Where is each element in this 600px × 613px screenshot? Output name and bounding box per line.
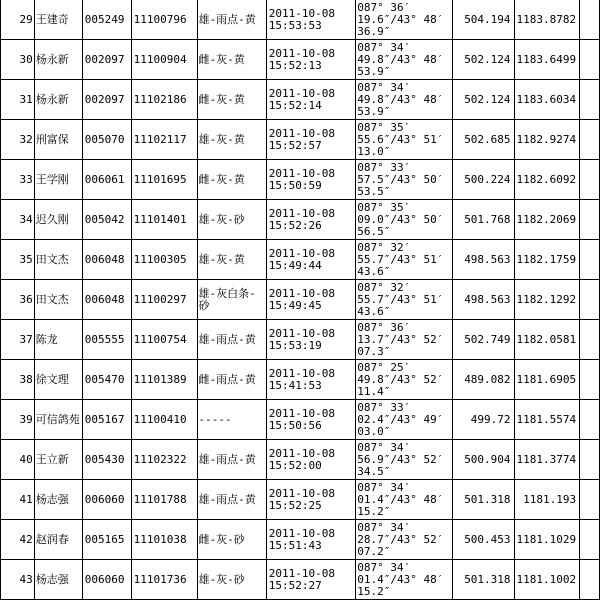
empty-cell — [580, 560, 600, 600]
empty-cell — [580, 0, 600, 40]
ring-number-cell: 11100796 — [131, 0, 197, 40]
arrival-time-cell: 2011-10-08 15:52:13 — [266, 40, 356, 80]
ring-number-cell: 11100904 — [131, 40, 197, 80]
table-row — [1, 320, 600, 360]
distance-cell: 504.194 — [452, 0, 514, 40]
arrival-time-cell: 2011-10-08 15:52:14 — [266, 80, 356, 120]
coordinates-cell: 087° 34′ 01.4″/43° 48′ 15.2″ — [356, 480, 452, 520]
table-row — [1, 480, 600, 520]
empty-cell — [580, 360, 600, 400]
speed-cell: 1182.9274 — [514, 120, 580, 160]
fancier-name-cell: 刑富保 — [34, 120, 82, 160]
member-id-cell: 006048 — [82, 240, 131, 280]
distance-cell: 500.453 — [452, 520, 514, 560]
bird-description-cell: 雌-灰-黄 — [197, 40, 266, 80]
coordinates-cell: 087° 35′ 55.6″/43° 51′ 13.0″ — [356, 120, 452, 160]
coordinates-cell: 087° 34′ 28.7″/43° 52′ 07.2″ — [356, 520, 452, 560]
rank-cell: 40 — [1, 440, 35, 480]
bird-description-cell: 雌-灰-黄 — [197, 80, 266, 120]
arrival-time-cell: 2011-10-08 15:52:25 — [266, 480, 356, 520]
bird-description-cell: 雄-灰-黄 — [197, 120, 266, 160]
distance-cell: 502.749 — [452, 320, 514, 360]
rank-cell: 29 — [1, 0, 35, 40]
distance-cell: 501.318 — [452, 560, 514, 600]
rank-cell: 41 — [1, 480, 35, 520]
bird-description-cell: 雌-灰-黄 — [197, 160, 266, 200]
fancier-name-cell: 田文杰 — [34, 280, 82, 320]
table-row — [1, 0, 600, 40]
distance-cell: 499.72 — [452, 400, 514, 440]
member-id-cell: 005070 — [82, 120, 131, 160]
table-row — [1, 40, 600, 80]
rank-cell: 36 — [1, 280, 35, 320]
distance-cell: 489.082 — [452, 360, 514, 400]
rank-cell: 30 — [1, 40, 35, 80]
rank-cell: 43 — [1, 560, 35, 600]
coordinates-cell: 087° 33′ 02.4″/43° 49′ 03.0″ — [356, 400, 452, 440]
coordinates-cell: 087° 36′ 19.6″/43° 48′ 36.9″ — [356, 0, 452, 40]
table-row — [1, 240, 600, 280]
bird-description-cell: 雄-雨点-黄 — [197, 480, 266, 520]
speed-cell: 1181.193 — [514, 480, 580, 520]
empty-cell — [580, 160, 600, 200]
member-id-cell: 002097 — [82, 80, 131, 120]
ring-number-cell: 11101038 — [131, 520, 197, 560]
empty-cell — [580, 40, 600, 80]
table-row — [1, 520, 600, 560]
distance-cell: 498.563 — [452, 240, 514, 280]
speed-cell: 1181.1029 — [514, 520, 580, 560]
distance-cell: 500.224 — [452, 160, 514, 200]
distance-cell: 501.768 — [452, 200, 514, 240]
bird-description-cell: 雄-灰-黄 — [197, 240, 266, 280]
empty-cell — [580, 320, 600, 360]
empty-cell — [580, 480, 600, 520]
empty-cell — [580, 280, 600, 320]
rank-cell: 34 — [1, 200, 35, 240]
fancier-name-cell: 徐文理 — [34, 360, 82, 400]
speed-cell: 1181.3774 — [514, 440, 580, 480]
speed-cell: 1182.6092 — [514, 160, 580, 200]
member-id-cell: 006048 — [82, 280, 131, 320]
ring-number-cell: 11102117 — [131, 120, 197, 160]
distance-cell: 498.563 — [452, 280, 514, 320]
arrival-time-cell: 2011-10-08 15:52:27 — [266, 560, 356, 600]
ring-number-cell: 11100754 — [131, 320, 197, 360]
ring-number-cell: 11100410 — [131, 400, 197, 440]
table-row — [1, 200, 600, 240]
arrival-time-cell: 2011-10-08 15:53:53 — [266, 0, 356, 40]
member-id-cell: 005555 — [82, 320, 131, 360]
member-id-cell: 006060 — [82, 560, 131, 600]
table-body — [1, 0, 600, 600]
distance-cell: 502.685 — [452, 120, 514, 160]
table-row — [1, 360, 600, 400]
speed-cell: 1181.1002 — [514, 560, 580, 600]
bird-description-cell: 雄-灰白条- 砂 — [197, 280, 266, 320]
fancier-name-cell: 杨永新 — [34, 40, 82, 80]
speed-cell: 1183.6034 — [514, 80, 580, 120]
rank-cell: 38 — [1, 360, 35, 400]
fancier-name-cell: 杨志强 — [34, 560, 82, 600]
empty-cell — [580, 120, 600, 160]
speed-cell: 1182.2069 — [514, 200, 580, 240]
ring-number-cell: 11101788 — [131, 480, 197, 520]
ring-number-cell: 11101695 — [131, 160, 197, 200]
empty-cell — [580, 400, 600, 440]
fancier-name-cell: 王建奇 — [34, 0, 82, 40]
coordinates-cell: 087° 34′ 56.9″/43° 52′ 34.5″ — [356, 440, 452, 480]
ring-number-cell: 11102186 — [131, 80, 197, 120]
bird-description-cell: 雄-雨点-黄 — [197, 0, 266, 40]
rank-cell: 42 — [1, 520, 35, 560]
coordinates-cell: 087° 36′ 13.7″/43° 52′ 07.3″ — [356, 320, 452, 360]
member-id-cell: 005165 — [82, 520, 131, 560]
arrival-time-cell: 2011-10-08 15:52:57 — [266, 120, 356, 160]
arrival-time-cell: 2011-10-08 15:49:45 — [266, 280, 356, 320]
table-row — [1, 400, 600, 440]
ring-number-cell: 11102322 — [131, 440, 197, 480]
arrival-time-cell: 2011-10-08 15:50:59 — [266, 160, 356, 200]
rank-cell: 37 — [1, 320, 35, 360]
rank-cell: 35 — [1, 240, 35, 280]
table-row — [1, 280, 600, 320]
bird-description-cell: 雄-雨点-黄 — [197, 320, 266, 360]
coordinates-cell: 087° 35′ 09.0″/43° 50′ 56.5″ — [356, 200, 452, 240]
fancier-name-cell: 陈龙 — [34, 320, 82, 360]
rank-cell: 39 — [1, 400, 35, 440]
coordinates-cell: 087° 34′ 49.8″/43° 48′ 53.9″ — [356, 40, 452, 80]
speed-cell: 1181.6905 — [514, 360, 580, 400]
member-id-cell: 002097 — [82, 40, 131, 80]
rank-cell: 33 — [1, 160, 35, 200]
table-row — [1, 80, 600, 120]
fancier-name-cell: 赵润春 — [34, 520, 82, 560]
coordinates-cell: 087° 32′ 55.7″/43° 51′ 43.6″ — [356, 280, 452, 320]
fancier-name-cell: 王立新 — [34, 440, 82, 480]
speed-cell: 1183.6499 — [514, 40, 580, 80]
empty-cell — [580, 520, 600, 560]
member-id-cell: 005430 — [82, 440, 131, 480]
arrival-time-cell: 2011-10-08 15:51:43 — [266, 520, 356, 560]
ring-number-cell: 11101401 — [131, 200, 197, 240]
speed-cell: 1181.5574 — [514, 400, 580, 440]
bird-description-cell: ----- — [197, 400, 266, 440]
fancier-name-cell: 田文杰 — [34, 240, 82, 280]
arrival-time-cell: 2011-10-08 15:52:00 — [266, 440, 356, 480]
speed-cell: 1182.1759 — [514, 240, 580, 280]
arrival-time-cell: 2011-10-08 15:41:53 — [266, 360, 356, 400]
rank-cell: 32 — [1, 120, 35, 160]
speed-cell: 1182.0581 — [514, 320, 580, 360]
distance-cell: 502.124 — [452, 80, 514, 120]
bird-description-cell: 雄-灰-砂 — [197, 560, 266, 600]
distance-cell: 500.904 — [452, 440, 514, 480]
member-id-cell: 005249 — [82, 0, 131, 40]
member-id-cell: 005167 — [82, 400, 131, 440]
member-id-cell: 005470 — [82, 360, 131, 400]
coordinates-cell: 087° 33′ 57.5″/43° 50′ 53.5″ — [356, 160, 452, 200]
fancier-name-cell: 杨志强 — [34, 480, 82, 520]
empty-cell — [580, 200, 600, 240]
member-id-cell: 006060 — [82, 480, 131, 520]
speed-cell: 1182.1292 — [514, 280, 580, 320]
table-row — [1, 160, 600, 200]
ring-number-cell: 11100305 — [131, 240, 197, 280]
arrival-time-cell: 2011-10-08 15:52:26 — [266, 200, 356, 240]
arrival-time-cell: 2011-10-08 15:53:19 — [266, 320, 356, 360]
distance-cell: 501.318 — [452, 480, 514, 520]
coordinates-cell: 087° 34′ 49.8″/43° 48′ 53.9″ — [356, 80, 452, 120]
table-row — [1, 120, 600, 160]
arrival-time-cell: 2011-10-08 15:50:56 — [266, 400, 356, 440]
speed-cell: 1183.8782 — [514, 0, 580, 40]
bird-description-cell: 雄-雨点-黄 — [197, 440, 266, 480]
member-id-cell: 005042 — [82, 200, 131, 240]
ring-number-cell: 11100297 — [131, 280, 197, 320]
fancier-name-cell: 王学刚 — [34, 160, 82, 200]
table-row — [1, 440, 600, 480]
fancier-name-cell: 可信鸽苑 — [34, 400, 82, 440]
fancier-name-cell: 迟久刚 — [34, 200, 82, 240]
arrival-time-cell: 2011-10-08 15:49:44 — [266, 240, 356, 280]
bird-description-cell: 雄-灰-砂 — [197, 200, 266, 240]
empty-cell — [580, 80, 600, 120]
bird-description-cell: 雌-灰-砂 — [197, 520, 266, 560]
fancier-name-cell: 杨永新 — [34, 80, 82, 120]
distance-cell: 502.124 — [452, 40, 514, 80]
member-id-cell: 006061 — [82, 160, 131, 200]
bird-description-cell: 雌-雨点-黄 — [197, 360, 266, 400]
ring-number-cell: 11101736 — [131, 560, 197, 600]
empty-cell — [580, 240, 600, 280]
coordinates-cell: 087° 34′ 01.4″/43° 48′ 15.2″ — [356, 560, 452, 600]
coordinates-cell: 087° 32′ 55.7″/43° 51′ 43.6″ — [356, 240, 452, 280]
coordinates-cell: 087° 25′ 49.8″/43° 52′ 11.4″ — [356, 360, 452, 400]
rank-cell: 31 — [1, 80, 35, 120]
table-row — [1, 560, 600, 600]
empty-cell — [580, 440, 600, 480]
ring-number-cell: 11101389 — [131, 360, 197, 400]
